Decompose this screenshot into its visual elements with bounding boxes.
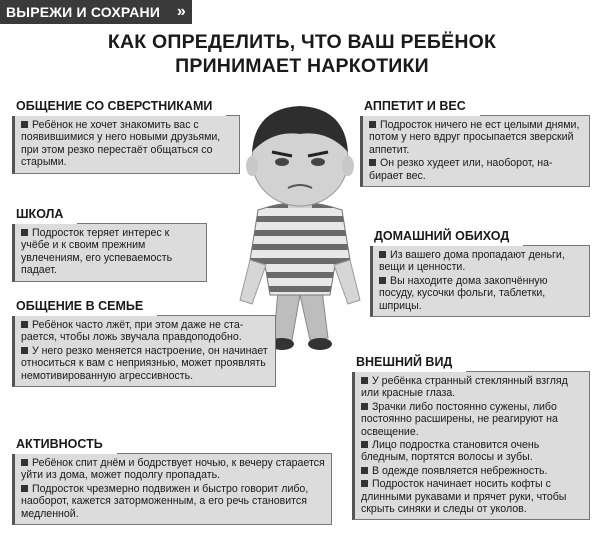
section-peers — [12, 96, 240, 174]
list-item: Он резко худеет или, наоборот, набирает вес. — [369, 157, 553, 182]
section-heading: ОБЩЕНИЕ В СЕМЬЕ — [12, 296, 157, 316]
square-bullet-icon — [369, 159, 376, 166]
list-item: В одежде появляется небрежность. — [361, 465, 583, 477]
list-item: Лицо подростка становится очень бледным, портятся волосы и зубы. — [361, 439, 540, 464]
section-box — [12, 315, 276, 387]
list-item: Ребёнок спит днём и бодрствует ночью, к вечеру старается уйти из дома, может подолгу пропадать. — [21, 457, 325, 482]
list-item: Подросток теряет интерес к учёбе и к своим прежним увлечениям, его успеваемость падает. — [21, 227, 173, 277]
square-bullet-icon — [21, 321, 28, 328]
square-bullet-icon — [21, 121, 28, 128]
square-bullet-icon — [379, 277, 386, 284]
list-item: Подросток ничего не ест целыми днями, потом у него вдруг просыпается зверский аппетит. — [369, 119, 580, 156]
list-item: Из вашего дома пропадают деньги, вещи и ценности. — [379, 249, 565, 274]
list-item: Ребёнок часто лжёт, при этом даже не старается, чтобы ложь звучала правдоподобно. — [21, 319, 244, 344]
section-box — [12, 223, 207, 282]
title-line-2: ПРИНИМАЕТ НАРКОТИКИ — [175, 55, 429, 77]
double-chevron-icon: » — [176, 3, 186, 20]
list-item: У ребёнка странный стеклянный взгляд или красные глаза. — [361, 375, 568, 400]
square-bullet-icon — [361, 441, 368, 448]
section-appetite — [360, 96, 590, 187]
square-bullet-icon — [361, 467, 368, 474]
list-item: Зрачки либо постоянно сужены, либо постоянно расширены, не реагируют на освещение. — [361, 400, 558, 438]
page-title — [60, 30, 544, 78]
section-heading: ОБЩЕНИЕ СО СВЕРСТНИКАМИ — [12, 96, 226, 116]
section-appearance — [352, 352, 590, 520]
section-heading: АКТИВНОСТЬ — [12, 434, 117, 454]
section-box — [12, 453, 332, 525]
title-line-1: КАК ОПРЕДЕЛИТЬ, ЧТО ВАШ РЕБЁНОК — [107, 31, 497, 53]
section-box — [352, 371, 590, 520]
tag-label: ВЫРЕЖИ И СОХРАНИ — [6, 4, 161, 20]
list-item: У него резко меняется настроение, он начинает относиться к вам с неприязнью, может проявлять немотивированную агрессивность. — [21, 344, 268, 382]
section-family — [12, 296, 276, 387]
list-item: Вы находите дома закопчённую посуду, кусочки фольги, таблетки, шприцы. — [379, 274, 548, 312]
square-bullet-icon — [21, 229, 28, 236]
square-bullet-icon — [361, 480, 368, 487]
square-bullet-icon — [361, 377, 368, 384]
section-school — [12, 204, 207, 282]
section-box — [360, 115, 590, 187]
cut-and-save-tag — [0, 0, 192, 24]
list-item: Ребёнок не хочет знакомить вас с появившимися у него новыми друзьями, при этом резко перестаёт общаться со старыми. — [21, 119, 221, 169]
square-bullet-icon — [21, 347, 28, 354]
list-item: Подросток чрезмерно подвижен и быстро говорит либо, наоборот, кажется заторможенным, а его речь становится медленной. — [21, 482, 309, 520]
section-box — [370, 245, 590, 317]
square-bullet-icon — [379, 251, 386, 258]
section-heading: ВНЕШНИЙ ВИД — [352, 352, 466, 372]
section-activity — [12, 434, 332, 525]
square-bullet-icon — [21, 459, 28, 466]
section-heading: ДОМАШНИЙ ОБИХОД — [370, 226, 523, 246]
square-bullet-icon — [361, 403, 368, 410]
section-heading: АППЕТИТ И ВЕС — [360, 96, 480, 116]
section-heading: ШКОЛА — [12, 204, 77, 224]
square-bullet-icon — [369, 121, 376, 128]
section-box — [12, 115, 240, 174]
square-bullet-icon — [21, 485, 28, 492]
section-home — [370, 226, 590, 317]
list-item: Подросток начинает носить кофты с длинными рукавами и прячет руки, чтобы скрыть синяки и следы от уколов. — [361, 478, 567, 516]
